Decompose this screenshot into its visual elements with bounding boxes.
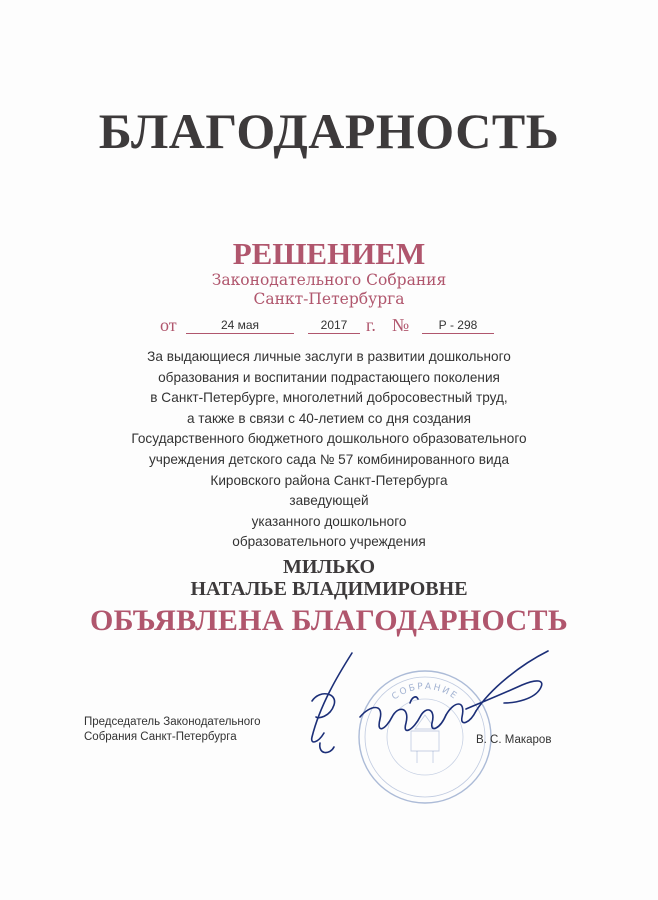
citation-line: а также в связи с 40-летием со дня создания xyxy=(186,410,472,426)
decision-number: Р - 298 xyxy=(438,318,478,332)
issuer-line-2: Санкт-Петербурга xyxy=(253,290,405,308)
citation-line: в Санкт-Петербурге, многолетний добросовестный труд, xyxy=(150,390,508,406)
citation-line: заведующей xyxy=(289,493,369,509)
certificate-title: БЛАГОДАРНОСТЬ xyxy=(98,103,560,159)
signer-title-line-1: Председатель Законодательного xyxy=(84,716,261,728)
handwritten-signature xyxy=(290,645,560,775)
citation-line: учреждения детского сада № 57 комбинированного вида xyxy=(148,451,510,467)
signer-title-line-2: Собрания Санкт-Петербурга xyxy=(84,731,237,743)
issuer-line-1: Законодательного Собрания xyxy=(211,271,447,289)
decision-heading: РЕШЕНИЕМ xyxy=(232,236,426,271)
citation-line: образования и воспитании подрастающего поколения xyxy=(158,369,500,385)
citation-line: образовательного учреждения xyxy=(232,534,426,550)
citation-line: Государственного бюджетного дошкольного образовательного xyxy=(131,431,527,447)
announcement-heading: ОБЪЯВЛЕНА БЛАГОДАРНОСТЬ xyxy=(90,604,568,637)
number-underline xyxy=(422,333,494,334)
signer-name: В. С. Макаров xyxy=(476,734,552,746)
year-underline xyxy=(308,333,360,334)
date-year: 2017 xyxy=(320,318,348,332)
date-from-label: от xyxy=(160,315,177,335)
svg-text:СОБРАНИЕ: СОБРАНИЕ xyxy=(390,681,460,703)
citation-text xyxy=(0,347,658,553)
decision-dateline xyxy=(160,315,520,337)
year-suffix: г. xyxy=(366,315,376,335)
date-underline xyxy=(186,333,294,334)
citation-line: За выдающиеся личные заслуги в развитии дошкольного xyxy=(147,349,511,364)
citation-line: указанного дошкольного xyxy=(251,513,407,529)
date-day-month: 24 мая xyxy=(220,318,260,332)
number-label: № xyxy=(392,315,410,335)
recipient-name: НАТАЛЬЕ ВЛАДИМИРОВНЕ xyxy=(190,578,468,600)
citation-line: Кировского района Санкт-Петербурга xyxy=(210,472,448,488)
recipient-surname: МИЛЬКО xyxy=(282,556,376,578)
